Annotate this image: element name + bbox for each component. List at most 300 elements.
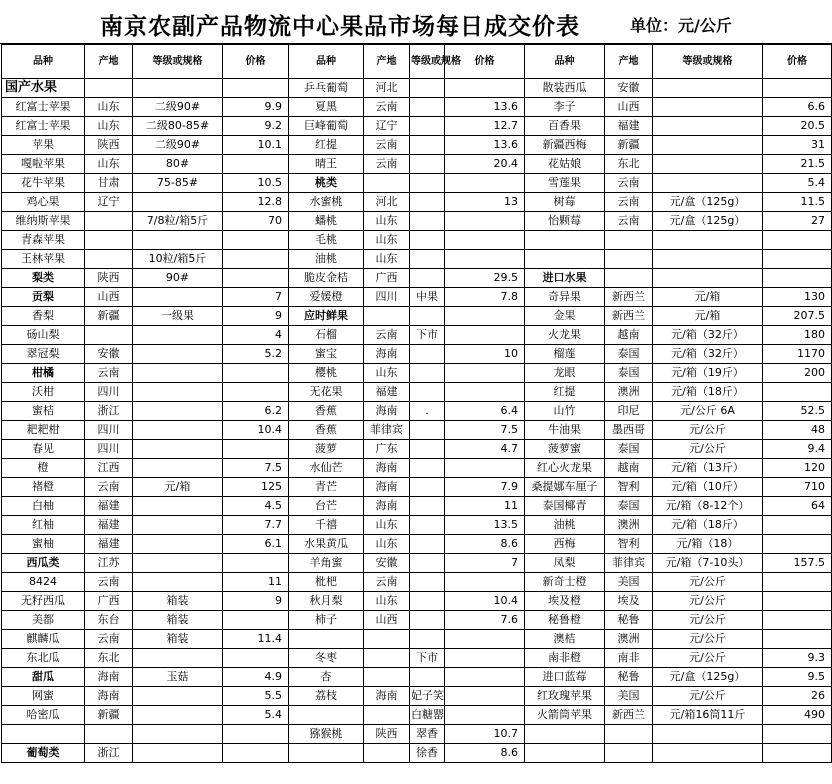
cell-origin: 云南 [364, 573, 410, 592]
cell-price [445, 687, 525, 706]
cell-price [223, 649, 289, 668]
cell-grade: 下市 [410, 649, 445, 668]
cell-price: 7.9 [445, 478, 525, 497]
cell-grade [410, 668, 445, 687]
cell-variety: 东北瓜 [2, 649, 85, 668]
cell-variety: 香梨 [2, 307, 85, 326]
cell-grade [410, 573, 445, 592]
cell-grade: 中果 [410, 288, 445, 307]
table-row [2, 288, 832, 307]
cell-origin [364, 307, 410, 326]
cell-origin [85, 326, 133, 345]
table-row [2, 668, 832, 687]
cell-variety: 沃柑 [2, 383, 85, 402]
cell-price: 9.4 [763, 440, 832, 459]
cell-origin: 云南 [364, 326, 410, 345]
cell-grade: 妃子笑 [410, 687, 445, 706]
cell-variety: 春见 [2, 440, 85, 459]
cell-origin: 山西 [85, 288, 133, 307]
cell-origin: 云南 [605, 174, 653, 193]
cell-price: 7.8 [445, 288, 525, 307]
cell-price: 10 [445, 345, 525, 364]
table-row [2, 706, 832, 725]
cell-grade [410, 364, 445, 383]
cell-price [445, 706, 525, 725]
cell-origin [85, 231, 133, 250]
cell-origin [605, 231, 653, 250]
cell-price [445, 79, 525, 98]
table-row [2, 725, 832, 744]
table-row [2, 573, 832, 592]
cell-price [763, 592, 832, 611]
cell-grade [133, 706, 223, 725]
cell-variety: 百香果 [525, 117, 605, 136]
cell-variety: 千禧 [289, 516, 364, 535]
cell-origin: 新疆 [85, 706, 133, 725]
cell-variety: 南非橙 [525, 649, 605, 668]
cell-variety: 花牛苹果 [2, 174, 85, 193]
cell-grade [133, 421, 223, 440]
cell-grade [653, 269, 763, 288]
cell-origin: 泰国 [605, 497, 653, 516]
cell-price: 130 [763, 288, 832, 307]
table-row [2, 554, 832, 573]
table-row [2, 611, 832, 630]
cell-price: 200 [763, 364, 832, 383]
cell-price [763, 725, 832, 744]
cell-grade: 元/箱（10斤） [653, 478, 763, 497]
cell-variety: 苹果 [2, 136, 85, 155]
cell-price [763, 231, 832, 250]
table-row [2, 459, 832, 478]
cell-variety: 褚橙 [2, 478, 85, 497]
cell-grade [410, 136, 445, 155]
cell-origin: 新西兰 [605, 288, 653, 307]
cell-origin: 海南 [364, 687, 410, 706]
cell-grade: 元/箱 [653, 288, 763, 307]
cell-variety: 澳桔 [525, 630, 605, 649]
cell-variety: 榴莲 [525, 345, 605, 364]
cell-grade: 元/箱16筒11斤 [653, 706, 763, 725]
cell-grade: 元/箱（19斤） [653, 364, 763, 383]
cell-origin: 泰国 [605, 345, 653, 364]
cell-variety [289, 706, 364, 725]
cell-variety: 枇杷 [289, 573, 364, 592]
cell-grade [653, 155, 763, 174]
header-price: 价格 [445, 45, 525, 79]
table-row [2, 535, 832, 554]
cell-variety: 荔枝 [289, 687, 364, 706]
cell-grade [410, 269, 445, 288]
cell-variety: 柑橘 [2, 364, 85, 383]
table-row [2, 155, 832, 174]
cell-price: 1170 [763, 345, 832, 364]
cell-origin: 海南 [364, 497, 410, 516]
cell-grade [133, 649, 223, 668]
cell-price [223, 725, 289, 744]
cell-grade [410, 630, 445, 649]
cell-origin: 陕西 [85, 136, 133, 155]
cell-grade [653, 725, 763, 744]
cell-price: 4.9 [223, 668, 289, 687]
cell-variety: 秋月梨 [289, 592, 364, 611]
cell-origin: 海南 [85, 687, 133, 706]
header-grade: 等级或规格 [410, 45, 445, 79]
cell-origin: 山东 [85, 98, 133, 117]
cell-origin: 菲律宾 [364, 421, 410, 440]
cell-price: 9 [223, 307, 289, 326]
cell-price [223, 231, 289, 250]
cell-origin: 山东 [364, 535, 410, 554]
cell-grade [133, 497, 223, 516]
cell-variety: 晴王 [289, 155, 364, 174]
table-row [2, 269, 832, 288]
cell-variety: 香蕉 [289, 402, 364, 421]
cell-origin: 四川 [85, 440, 133, 459]
cell-grade [133, 364, 223, 383]
cell-origin: 云南 [85, 630, 133, 649]
cell-origin [85, 250, 133, 269]
cell-price: 9 [223, 592, 289, 611]
cell-variety: 红提 [525, 383, 605, 402]
cell-price [445, 383, 525, 402]
cell-variety: 秘鲁橙 [525, 611, 605, 630]
cell-variety: 白柚 [2, 497, 85, 516]
cell-variety: 蜜宝 [289, 345, 364, 364]
cell-grade [653, 79, 763, 98]
cell-price: 6.1 [223, 535, 289, 554]
cell-grade: 元/箱（8-12个） [653, 497, 763, 516]
cell-variety: 蜜桔 [2, 402, 85, 421]
cell-origin: 福建 [605, 117, 653, 136]
cell-origin: 安徽 [364, 554, 410, 573]
cell-grade: 元/箱（18斤） [653, 383, 763, 402]
cell-grade: 元/公斤 [653, 649, 763, 668]
header-variety: 品种 [525, 45, 605, 79]
header-variety: 品种 [289, 45, 364, 79]
cell-origin: 新疆 [605, 136, 653, 155]
cell-price [763, 269, 832, 288]
cell-price: 12.8 [223, 193, 289, 212]
table-row [2, 212, 832, 231]
cell-variety: 夏黑 [289, 98, 364, 117]
cell-grade [133, 459, 223, 478]
cell-price [445, 649, 525, 668]
cell-grade: 90# [133, 269, 223, 288]
cell-variety: 贡梨 [2, 288, 85, 307]
cell-price: 6.2 [223, 402, 289, 421]
cell-variety: 8424 [2, 573, 85, 592]
page-title: 南京农副产品物流中心果品市场每日成交价表 [100, 14, 580, 40]
cell-grade: 元/盒（125g） [653, 193, 763, 212]
cell-origin: 云南 [605, 212, 653, 231]
cell-origin [364, 649, 410, 668]
cell-origin: 云南 [85, 573, 133, 592]
table-row [2, 421, 832, 440]
cell-origin: 东北 [85, 649, 133, 668]
table-row [2, 345, 832, 364]
table-row [2, 383, 832, 402]
cell-price [445, 212, 525, 231]
cell-grade: 元/公斤 [653, 421, 763, 440]
table-row [2, 516, 832, 535]
cell-variety: 乒乓葡萄 [289, 79, 364, 98]
cell-variety [525, 231, 605, 250]
cell-grade [410, 250, 445, 269]
cell-origin: 美国 [605, 573, 653, 592]
cell-price [223, 79, 289, 98]
cell-variety: 红富士苹果 [2, 117, 85, 136]
cell-grade [410, 421, 445, 440]
cell-origin: 四川 [85, 383, 133, 402]
cell-price [445, 250, 525, 269]
cell-grade [133, 345, 223, 364]
cell-price [763, 79, 832, 98]
table-row [2, 193, 832, 212]
cell-variety: 水蜜桃 [289, 193, 364, 212]
cell-variety: 西瓜类 [2, 554, 85, 573]
cell-grade [410, 117, 445, 136]
cell-origin: 秘鲁 [605, 668, 653, 687]
cell-grade [133, 535, 223, 554]
cell-origin: 澳洲 [605, 630, 653, 649]
cell-variety: 网蜜 [2, 687, 85, 706]
cell-variety: 香蕉 [289, 421, 364, 440]
cell-origin: 辽宁 [364, 117, 410, 136]
table-row [2, 250, 832, 269]
cell-origin [605, 744, 653, 763]
cell-grade [410, 592, 445, 611]
cell-origin: 江苏 [85, 554, 133, 573]
cell-grade: 二级80-85# [133, 117, 223, 136]
cell-variety: 菠萝蜜 [525, 440, 605, 459]
cell-price: 9.3 [763, 649, 832, 668]
cell-grade: 元/公斤 [653, 630, 763, 649]
cell-grade [410, 516, 445, 535]
cell-grade [410, 155, 445, 174]
cell-variety: 嘎啦苹果 [2, 155, 85, 174]
cell-price: 10.1 [223, 136, 289, 155]
cell-variety: 雪莲果 [525, 174, 605, 193]
cell-grade: 二级90# [133, 98, 223, 117]
cell-price: 10.4 [445, 592, 525, 611]
cell-grade [410, 307, 445, 326]
cell-origin: 泰国 [605, 440, 653, 459]
cell-price [445, 174, 525, 193]
cell-price: 9.5 [763, 668, 832, 687]
cell-price: 11.4 [223, 630, 289, 649]
cell-origin: 印尼 [605, 402, 653, 421]
cell-origin: 泰国 [605, 364, 653, 383]
cell-price: 4 [223, 326, 289, 345]
cell-variety: 桃类 [289, 174, 364, 193]
cell-variety: 耙耙柑 [2, 421, 85, 440]
cell-variety: 散装西瓜 [525, 79, 605, 98]
cell-grade: 元/箱（32斤） [653, 345, 763, 364]
cell-variety: 美都 [2, 611, 85, 630]
cell-variety: 菠萝 [289, 440, 364, 459]
cell-origin [605, 725, 653, 744]
cell-variety: 进口蓝莓 [525, 668, 605, 687]
cell-origin: 秘鲁 [605, 611, 653, 630]
cell-grade [410, 174, 445, 193]
cell-price: 6.6 [763, 98, 832, 117]
cell-variety: 奇异果 [525, 288, 605, 307]
cell-price: 70 [223, 212, 289, 231]
cell-grade [410, 212, 445, 231]
cell-origin: 云南 [605, 193, 653, 212]
cell-price [445, 668, 525, 687]
table-row [2, 98, 832, 117]
cell-grade [133, 79, 223, 98]
cell-price [445, 459, 525, 478]
cell-grade [410, 440, 445, 459]
cell-price: 13.6 [445, 98, 525, 117]
cell-price: 4.7 [445, 440, 525, 459]
cell-variety: 金果 [525, 307, 605, 326]
cell-price: 10.5 [223, 174, 289, 193]
cell-price [763, 383, 832, 402]
cell-price [223, 440, 289, 459]
cell-variety: 油桃 [289, 250, 364, 269]
cell-origin: 甘肃 [85, 174, 133, 193]
cell-grade [410, 79, 445, 98]
cell-variety: 西梅 [525, 535, 605, 554]
cell-variety: 新奇士橙 [525, 573, 605, 592]
table-row [2, 326, 832, 345]
cell-origin: 山东 [364, 516, 410, 535]
table-row [2, 687, 832, 706]
cell-variety: 维纳斯苹果 [2, 212, 85, 231]
cell-grade [653, 250, 763, 269]
cell-grade [410, 554, 445, 573]
cell-price: 11 [223, 573, 289, 592]
cell-origin: 山东 [364, 231, 410, 250]
cell-variety: 无籽西瓜 [2, 592, 85, 611]
cell-origin: 海南 [364, 459, 410, 478]
cell-price [445, 573, 525, 592]
cell-grade: 徐香 [410, 744, 445, 763]
cell-price: 207.5 [763, 307, 832, 326]
table-row [2, 307, 832, 326]
cell-variety: 哈密瓜 [2, 706, 85, 725]
cell-grade [653, 174, 763, 193]
header-origin: 产地 [364, 45, 410, 79]
table-row [2, 497, 832, 516]
cell-price: 7.5 [223, 459, 289, 478]
cell-price: 8.6 [445, 535, 525, 554]
cell-variety: 杏 [289, 668, 364, 687]
cell-origin [364, 744, 410, 763]
cell-variety: 应时鲜果 [289, 307, 364, 326]
cell-origin: 东北 [605, 155, 653, 174]
cell-origin: 广东 [364, 440, 410, 459]
cell-grade: 元/公斤 [653, 687, 763, 706]
cell-origin: 东台 [85, 611, 133, 630]
cell-price: 20.5 [763, 117, 832, 136]
cell-origin: 浙江 [85, 402, 133, 421]
cell-price [763, 744, 832, 763]
cell-grade: 80# [133, 155, 223, 174]
cell-price: 21.5 [763, 155, 832, 174]
cell-origin [605, 269, 653, 288]
cell-price: 48 [763, 421, 832, 440]
cell-variety: 蟠桃 [289, 212, 364, 231]
cell-variety [289, 630, 364, 649]
cell-variety: 牛油果 [525, 421, 605, 440]
cell-origin: 安徽 [85, 345, 133, 364]
cell-origin: 澳洲 [605, 383, 653, 402]
cell-origin: 山东 [364, 364, 410, 383]
cell-variety: 砀山梨 [2, 326, 85, 345]
cell-variety: 甜瓜 [2, 668, 85, 687]
cell-variety [525, 250, 605, 269]
table-row [2, 440, 832, 459]
cell-variety: 水仙芒 [289, 459, 364, 478]
header-grade: 等级或规格 [653, 45, 763, 79]
cell-grade: 箱装 [133, 630, 223, 649]
header-variety: 品种 [2, 45, 85, 79]
cell-grade [133, 516, 223, 535]
cell-grade: 下市 [410, 326, 445, 345]
cell-variety: 巨峰葡萄 [289, 117, 364, 136]
cell-grade: 元/盒（125g） [653, 668, 763, 687]
cell-grade [410, 193, 445, 212]
cell-price: 7.5 [445, 421, 525, 440]
unit-label: 单位：元/公斤 [630, 16, 732, 35]
cell-grade: 一级果 [133, 307, 223, 326]
cell-price: 7 [445, 554, 525, 573]
cell-grade [133, 573, 223, 592]
cell-grade [133, 744, 223, 763]
cell-price: 710 [763, 478, 832, 497]
cell-grade [410, 345, 445, 364]
cell-origin: 新西兰 [605, 307, 653, 326]
cell-grade [133, 383, 223, 402]
cell-price: 20.4 [445, 155, 525, 174]
cell-origin: 云南 [364, 155, 410, 174]
cell-price [445, 231, 525, 250]
cell-price: 13.5 [445, 516, 525, 535]
cell-variety: 麒麟瓜 [2, 630, 85, 649]
cell-origin: 山东 [364, 250, 410, 269]
cell-grade [133, 193, 223, 212]
cell-origin: 山东 [364, 592, 410, 611]
cell-grade: 元/公斤 [653, 573, 763, 592]
cell-variety: 新疆西梅 [525, 136, 605, 155]
cell-price: 7.7 [223, 516, 289, 535]
cell-variety: 冬枣 [289, 649, 364, 668]
table-row [2, 79, 832, 98]
cell-price: 5.4 [763, 174, 832, 193]
cell-price [223, 554, 289, 573]
cell-price: 180 [763, 326, 832, 345]
cell-origin [85, 725, 133, 744]
cell-origin: 四川 [364, 288, 410, 307]
cell-variety: 火箭筒苹果 [525, 706, 605, 725]
cell-price [445, 307, 525, 326]
cell-origin: 河北 [364, 79, 410, 98]
cell-price: 8.6 [445, 744, 525, 763]
cell-grade: 元/公斤 [653, 592, 763, 611]
cell-origin: 海南 [364, 402, 410, 421]
cell-variety: 猕猴桃 [289, 725, 364, 744]
cell-grade: 白糖罂 [410, 706, 445, 725]
table-row [2, 744, 832, 763]
cell-grade: 元/箱 [653, 307, 763, 326]
cell-origin [85, 212, 133, 231]
table-row [2, 136, 832, 155]
